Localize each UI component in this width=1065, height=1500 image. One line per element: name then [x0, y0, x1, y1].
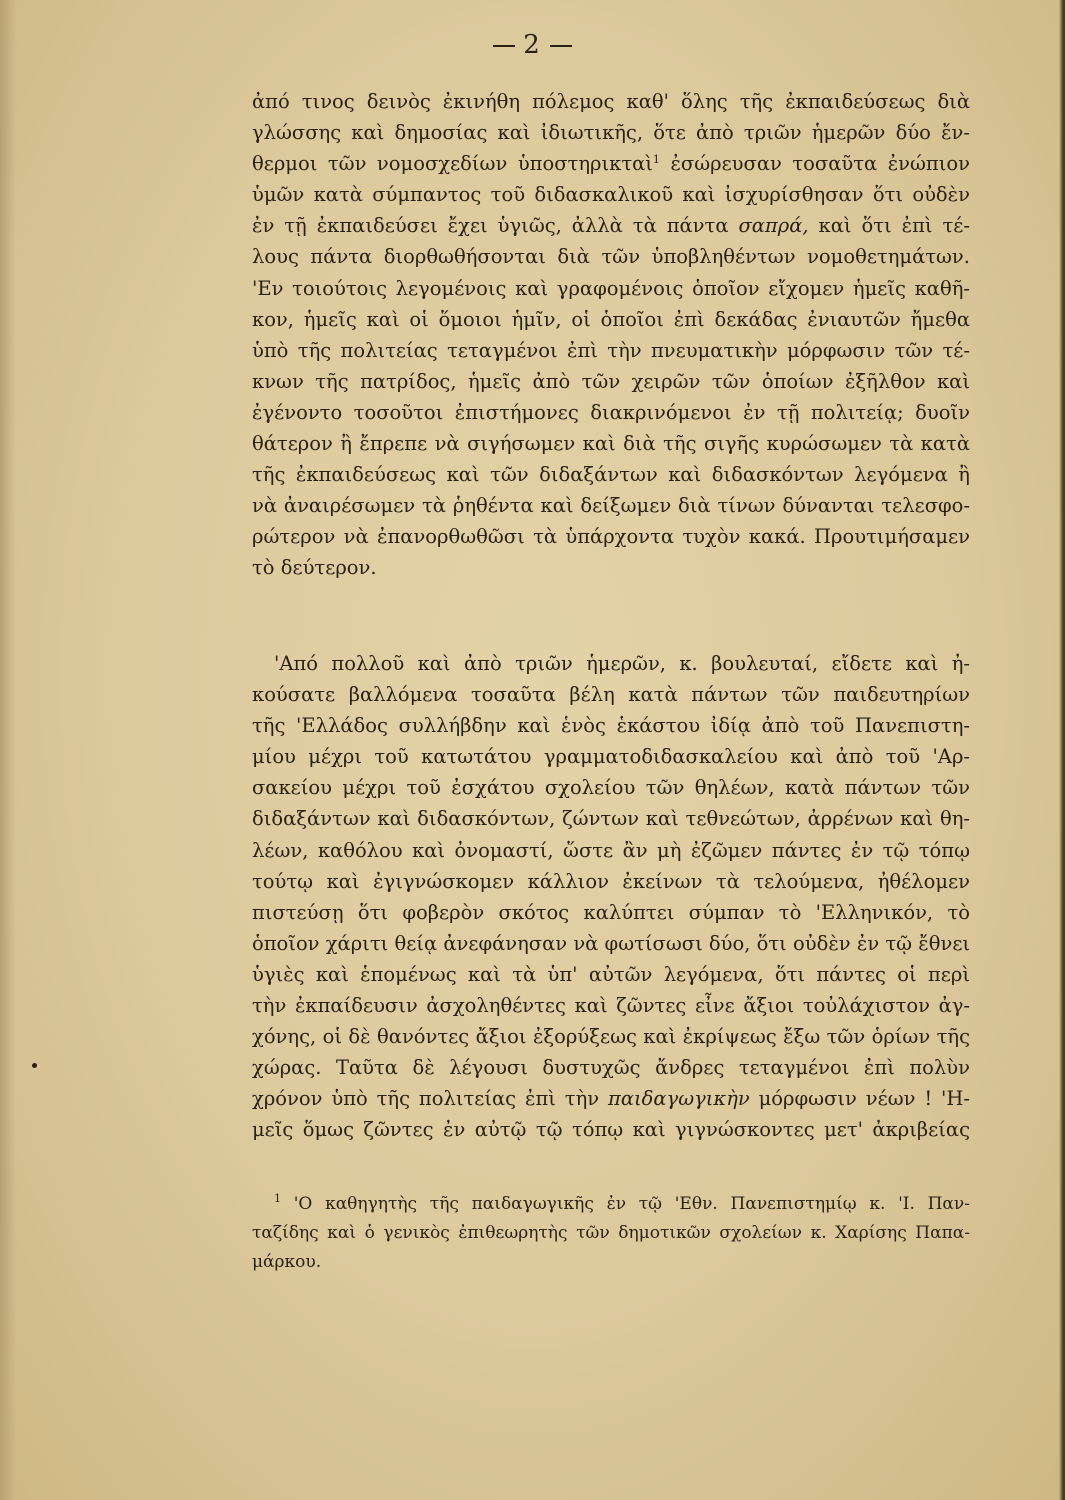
text-line: θάτερον ἢ ἔπρεπε νὰ σιγήσωμεν καὶ διὰ τῆς σιγῆς κυρώσωμεν τὰ κατὰ	[252, 432, 970, 456]
text-line: ὑπὸ τῆς πολιτείας τεταγμένοι ἐπὶ τὴν πνευματικὴν μόρφωσιν τῶν τέ-	[252, 338, 970, 362]
footnote-line	[252, 1190, 970, 1219]
text-line: νὰ ἀναιρέσωμεν τὰ ῥηθέντα καὶ δείξωμεν διὰ τίνων δύνανται τελεσφο-	[252, 494, 970, 518]
footnote-reference[interactable]: 1	[652, 153, 660, 167]
text-line: κον, ἡμεῖς καὶ οἱ ὅμοιοι ἡμῖν, οἱ ὁποῖοι ἐπὶ δεκάδας ἐνιαυτῶν ἤμεθα	[252, 307, 970, 331]
text-line: χώρας. Ταῦτα δὲ λέγουσι δυστυχῶς ἄνδρες τεταγμένοι ἐπὶ πολὺν	[252, 1056, 970, 1080]
paragraph-1	[252, 86, 970, 584]
footnote-marker: 1	[274, 1192, 281, 1205]
header-dash-left	[493, 45, 515, 47]
footnote	[252, 1190, 970, 1277]
text-line: ὑγιὲς καὶ ἑπομένως καὶ τὰ ὑπ' αὐτῶν λεγόμενα, ὅτι πάντες οἱ περὶ	[252, 962, 970, 986]
text-run: 'Ο καθηγητὴς τῆς παιδαγωγικῆς ἐν τῷ 'Εθν. Πανεπιστημίῳ κ. 'Ι. Παν-	[293, 1194, 970, 1214]
text-line: σακείου μέχρι τοῦ ἐσχάτου σχολείου τῶν θηλέων, κατὰ πάντων τῶν	[252, 776, 970, 800]
text-line: λέων, καθόλου καὶ ὀνομαστί, ὥστε ἂν μὴ ἐζῶμεν πάντες ἐν τῷ τόπῳ	[252, 838, 970, 862]
text-run: θερμοι τῶν νομοσχεδίων ὑποστηρικταὶ	[252, 152, 653, 176]
page-number: 2	[523, 30, 542, 60]
page-edge-shadow	[0, 0, 16, 1500]
text-line: 'Από πολλοῦ καὶ ἀπὸ τριῶν ἡμερῶν, κ. βουλευταί, εἴδετε καὶ ἠ-	[274, 652, 970, 675]
text-line: ἐγένοντο τοσοῦτοι ἐπιστήμονες διακρινόμενοι ἐν τῇ πολιτείᾳ; δυοῖν	[252, 400, 970, 424]
text-line	[252, 148, 970, 179]
text-line	[252, 1083, 970, 1114]
text-line: τούτῳ καὶ ἐγιγνώσκομεν κάλλιον ἐκείνων τὰ τελούμενα, ἠθέλομεν	[252, 869, 970, 893]
text-run: ἐν τῇ ἐκπαιδεύσει ἔχει ὑγιῶς, ἀλλὰ τὰ πάντα	[252, 214, 729, 238]
text-run: χρόνον ὑπὸ τῆς πολιτείας ἐπὶ τὴν	[252, 1087, 600, 1111]
text-line: ρώτερον νὰ ἐπανορθωθῶσι τὰ ὑπάρχοντα τυχὸν κακά. Προυτιμήσαμεν	[252, 525, 970, 549]
text-run: καὶ ὅτι ἐπὶ τέ-	[818, 214, 970, 238]
italic-word: παιδαγωγικὴν	[608, 1087, 750, 1111]
text-line: λους πάντα διορθωθήσονται διὰ τῶν ὑποβληθέντων νομοθετημάτων.	[252, 245, 970, 269]
page-edge-border	[1059, 0, 1065, 1500]
text-run: μόρφωσιν νέων ! 'Η-	[758, 1087, 971, 1111]
text-line: ὁποῖον χάριτι θείᾳ ἀνεφάνησαν νὰ φωτίσωσι δύο, ὅτι οὐδὲν ἐν τῷ ἔθνει	[252, 931, 971, 955]
text-run: ἐσώρευσαν τοσαῦτα ἐνώπιον	[670, 152, 970, 176]
text-line: διδαξάντων καὶ διδασκόντων, ζώντων καὶ τεθνεώτων, ἀρρένων καὶ θη-	[252, 807, 970, 831]
text-line: ἀπό τινος δεινὸς ἐκινήθη πόλεμος καθ' ὅλης τῆς ἐκπαιδεύσεως διὰ	[252, 90, 970, 113]
text-line: τὸ δεύτερον.	[252, 556, 377, 580]
text-line	[252, 210, 970, 241]
footnote-line: μάρκου.	[252, 1252, 322, 1272]
text-line: 'Εν τοιούτοις λεγομένοις καὶ γραφομένοις ὁποῖον εἴχομεν ἡμεῖς καθῆ-	[252, 276, 970, 300]
text-line: κνων τῆς πατρίδος, ἡμεῖς ἀπὸ τῶν χειρῶν τῶν ὁποίων ἐξῆλθον καὶ	[252, 369, 970, 393]
text-line: κούσατε βαλλόμενα τοσαῦτα βέλη κατὰ πάντων τῶν παιδευτηρίων	[252, 683, 970, 707]
text-line: μίου μέχρι τοῦ κατωτάτου γραμματοδιδασκαλείου καὶ ἀπὸ τοῦ 'Αρ-	[252, 745, 970, 769]
text-line: γλώσσης καὶ δημοσίας καὶ ἰδιωτικῆς, ὅτε ἀπὸ τριῶν ἡμερῶν δύο ἔν-	[252, 121, 970, 145]
text-line: χόνης, οἱ δὲ θανόντες ἄξιοι ἐξορύξεως καὶ ἐκρίψεως ἔξω τῶν ὁρίων τῆς	[252, 1025, 970, 1049]
footnote-line: ταζίδης καὶ ὁ γενικὸς ἐπιθεωρητὴς τῶν δημοτικῶν σχολείων κ. Χαρίσης Παπα-	[252, 1223, 970, 1243]
text-line: πιστεύσῃ ὅτι φοβερὸν σκότος καλύπτει σύμπαν τὸ 'Ελληνικόν, τὸ	[252, 900, 970, 924]
text-line: τῆς ἐκπαιδεύσεως καὶ τῶν διδαξάντων καὶ διδασκόντων λεγόμενα ἢ	[252, 463, 970, 487]
text-line: ὑμῶν κατὰ σύμπαντος τοῦ διδασκαλικοῦ καὶ ἰσχυρίσθησαν ὅτι οὐδὲν	[252, 183, 970, 207]
paragraph-2	[252, 648, 970, 1146]
text-line: τῆς 'Ελλάδος συλλήβδην καὶ ἑνὸς ἑκάστου ἰδίᾳ ἀπὸ τοῦ Πανεπιστη-	[252, 714, 970, 738]
text-line: τὴν ἐκπαίδευσιν ἀσχοληθέντες καὶ ζῶντες εἶνε ἄξιοι τοὐλάχιστον ἀγ-	[252, 994, 970, 1018]
page-header	[0, 30, 1065, 60]
italic-word: σαπρά,	[738, 214, 809, 238]
ink-spot	[32, 1063, 37, 1068]
header-dash-right	[550, 45, 572, 47]
text-line: μεῖς ὅμως ζῶντες ἐν αὐτῷ τῷ τόπῳ καὶ γιγνώσκοντες μετ' ἀκριβείας	[252, 1118, 970, 1142]
